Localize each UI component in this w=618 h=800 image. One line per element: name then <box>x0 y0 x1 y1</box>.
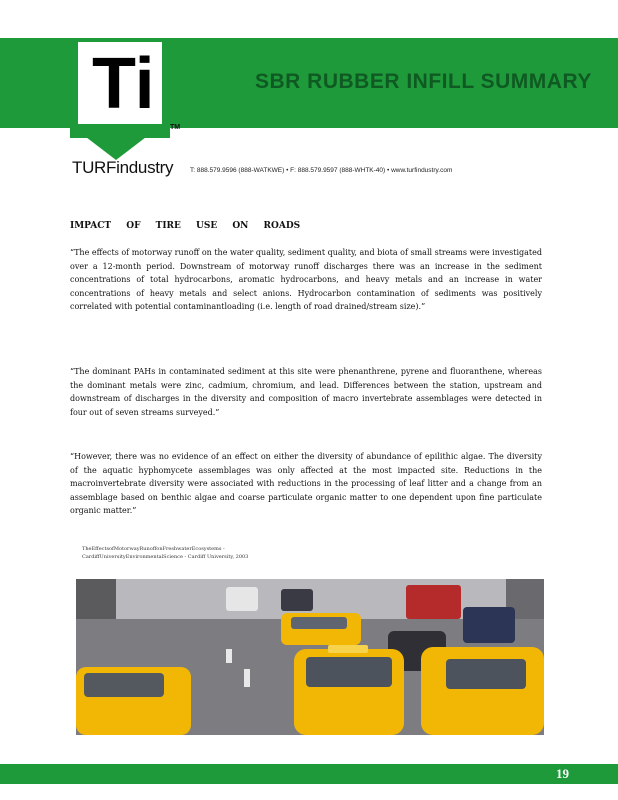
page-title: SBR RUBBER INFILL SUMMARY <box>255 70 592 93</box>
quote-paragraph: “The dominant PAHs in contaminated sediment at this site were phenanthrene, pyrene and fluoranthene, whereas the dominant metals were zinc, cadmium, chromium, and lead. Differences between the station, upstream and downstream of discharges in the diversity and composition of macro invertebrate assemblages were detected in four out of seven streams surveyed.” <box>70 367 542 417</box>
logo <box>70 38 185 148</box>
van <box>226 587 258 611</box>
quote-paragraph: “The effects of motorway runoff on the water quality, sediment quality, and biota of small streams were investigated over a 12-month period. Downstream of motorway runoff discharges there was an increase in the sediment concentrations of total hydrocarbons, aromatic hydrocarbons, and heavy metals and an increase in water concentrations of heavy metals and select anions. Hydrocarbon contamination of sediments was positively correlated with potential contaminantloading (i.e. length of road drained/stream size).” <box>70 248 542 311</box>
lane-marking <box>226 649 232 663</box>
logo-inner <box>78 42 162 124</box>
lane-marking <box>244 669 250 687</box>
logo-box <box>70 38 170 138</box>
taxi-window <box>291 617 347 629</box>
logo-letters: Ti <box>92 44 155 124</box>
dark-car <box>281 589 313 611</box>
logo-tick-icon <box>82 134 150 160</box>
taxi-window <box>446 659 526 689</box>
footer-band <box>0 764 618 784</box>
page-number: 19 <box>556 766 569 781</box>
street-taxi-photo <box>76 579 544 735</box>
quote-paragraph: “However, there was no evidence of an effect on either the diversity of abundance of epilithic algae. The diversity of the aquatic hyphomycete assemblages was only affected at the most impacted site. Reductions in the macroinvertebrate diversity were associated with reductions in the processing of leaf litter and a change from an assemblage based on benthic algae and coarse particulate organic matter to one dependent upon fine particulate organic matter.” <box>70 452 542 515</box>
taxi-window <box>84 673 164 697</box>
contact-info: T: 888.579.9596 (888-WATKWE) • F: 888.579.9597 (888-WHTK-40) • www.turfindustry.com <box>190 167 453 174</box>
red-truck <box>406 585 461 619</box>
blue-suv <box>463 607 515 643</box>
footnote: TheEffectsofMotorwayRunoffonFreshwaterEcosystems - CardiffUniversityEnvironmentalScience - Cardiff University, 2003 <box>82 546 249 560</box>
taxi-scene-illustration <box>76 579 544 735</box>
taxi-roof-sign <box>328 645 368 653</box>
trademark-mark: TM <box>170 124 181 131</box>
section-title: IMPACT OF TIRE USE ON ROADS <box>70 221 301 231</box>
taxi-window <box>306 657 392 687</box>
brand-name: TURFindustry <box>72 158 174 177</box>
